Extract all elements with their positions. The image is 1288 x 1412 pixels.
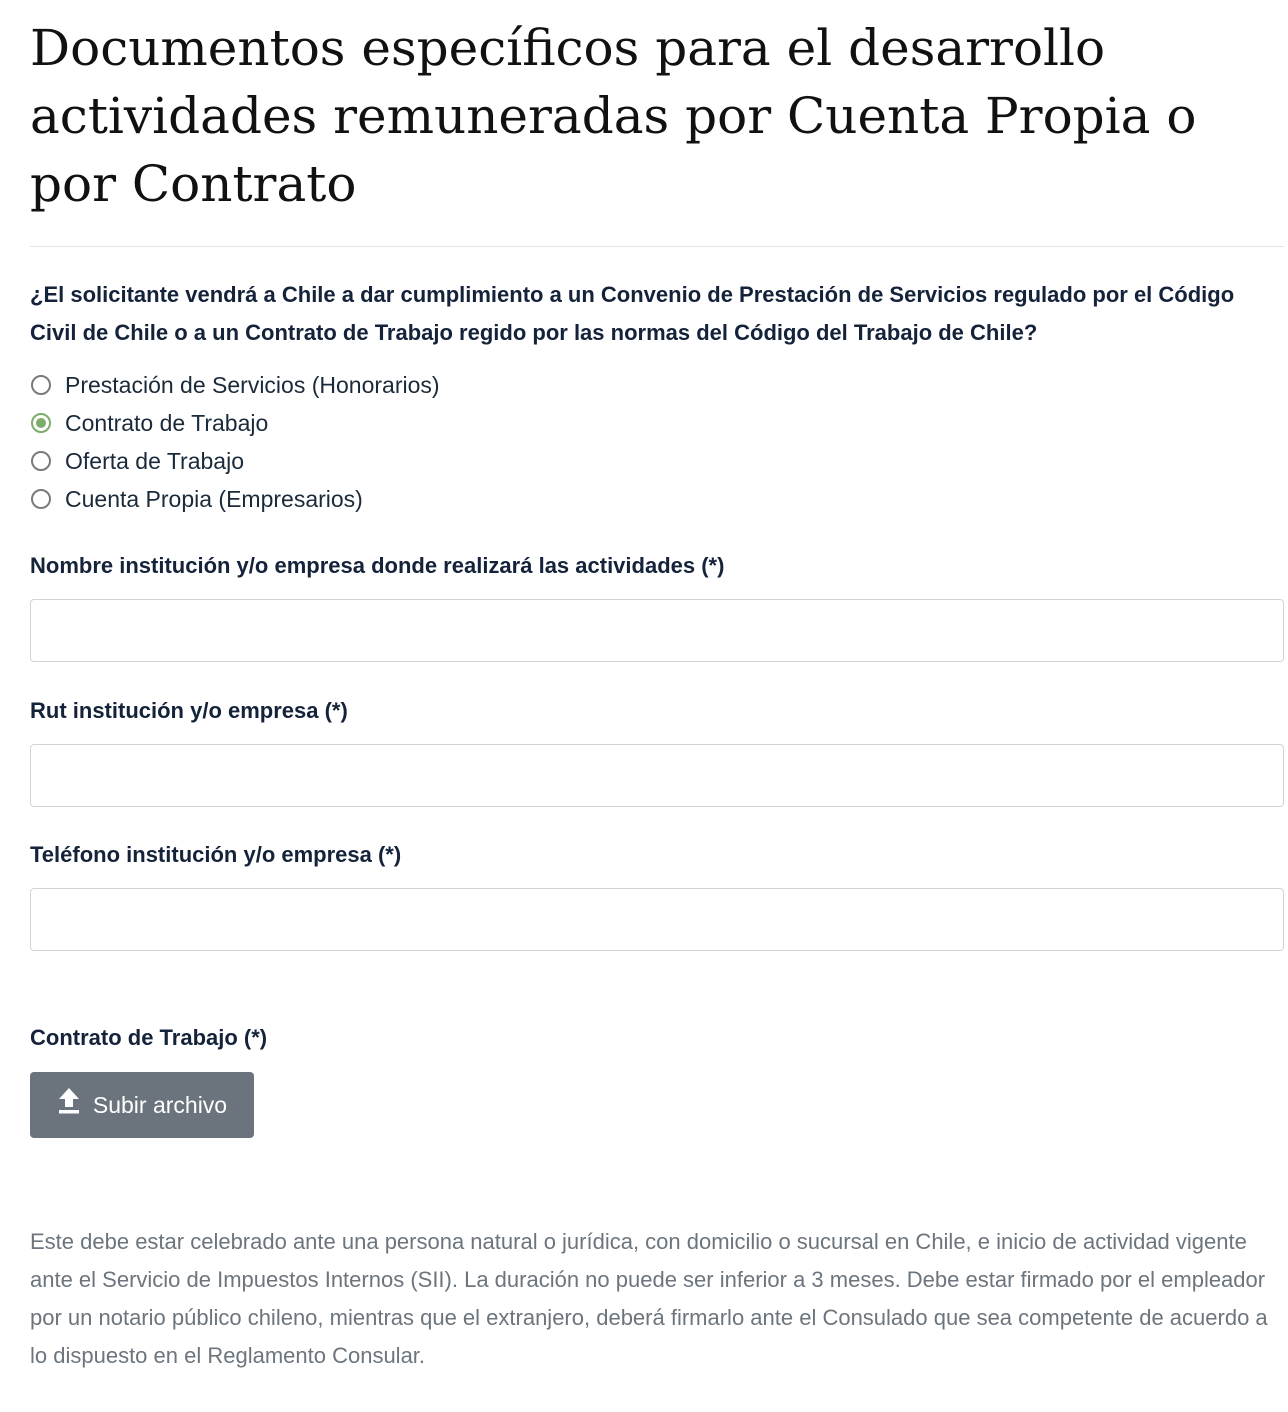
radio-option-contrato-trabajo[interactable]: [30, 404, 730, 442]
radio-option-label: Cuenta Propia (Empresarios): [65, 485, 363, 512]
title-divider: [30, 246, 1284, 247]
activity-type-question: ¿El solicitante vendrá a Chile a dar cumplimiento a un Convenio de Prestación de Servicios regulado por el Código Civil de Chile o a un Contrato de Trabajo regido por las normas del Código del Trabajo de Chile?: [30, 282, 1235, 345]
company-name-input[interactable]: [30, 599, 1284, 662]
upload-icon: [57, 1086, 81, 1116]
radio-option-label: Prestación de Servicios (Honorarios): [65, 371, 440, 398]
company-phone-input[interactable]: [30, 888, 1284, 951]
activity-type-radio-group: [30, 366, 730, 518]
radio-button[interactable]: [31, 451, 51, 471]
upload-label: Contrato de Trabajo (*): [30, 1025, 268, 1050]
company-rut-input[interactable]: [30, 744, 1284, 807]
radio-option-label: Contrato de Trabajo: [65, 409, 269, 436]
radio-button[interactable]: [31, 413, 51, 433]
radio-button[interactable]: [31, 375, 51, 395]
company-phone-label: Teléfono institución y/o empresa (*): [30, 842, 402, 867]
upload-button-label: Subir archivo: [92, 1091, 228, 1118]
radio-option-oferta-trabajo[interactable]: [30, 442, 730, 480]
radio-option-label: Oferta de Trabajo: [65, 447, 244, 474]
contract-requirements-note: Este debe estar celebrado ante una persona natural o jurídica, con domicilio o sucursal en Chile, e inicio de actividad vigente ante el Servicio de Impuestos Internos (SII). La duración no puede ser inferior a 3 meses. Debe estar firmado por el empleador por un notario público chileno, mientras que el extranjero, deberá firmarlo ante el Consulado que sea competente de acuerdo a lo dispuesto en el Reglamento Consular.: [30, 1229, 1268, 1368]
company-rut-label: Rut institución y/o empresa (*): [30, 698, 348, 723]
radio-button[interactable]: [31, 489, 51, 509]
radio-option-cuenta-propia[interactable]: [30, 480, 730, 518]
company-name-label: Nombre institución y/o empresa donde realizará las actividades (*): [30, 553, 725, 578]
radio-option-prestacion-servicios[interactable]: [30, 366, 730, 404]
upload-file-button[interactable]: [30, 1072, 254, 1138]
page-title: Documentos específicos para el desarrollo actividades remuneradas por Cuenta Propia o por Contrato: [30, 19, 1197, 213]
